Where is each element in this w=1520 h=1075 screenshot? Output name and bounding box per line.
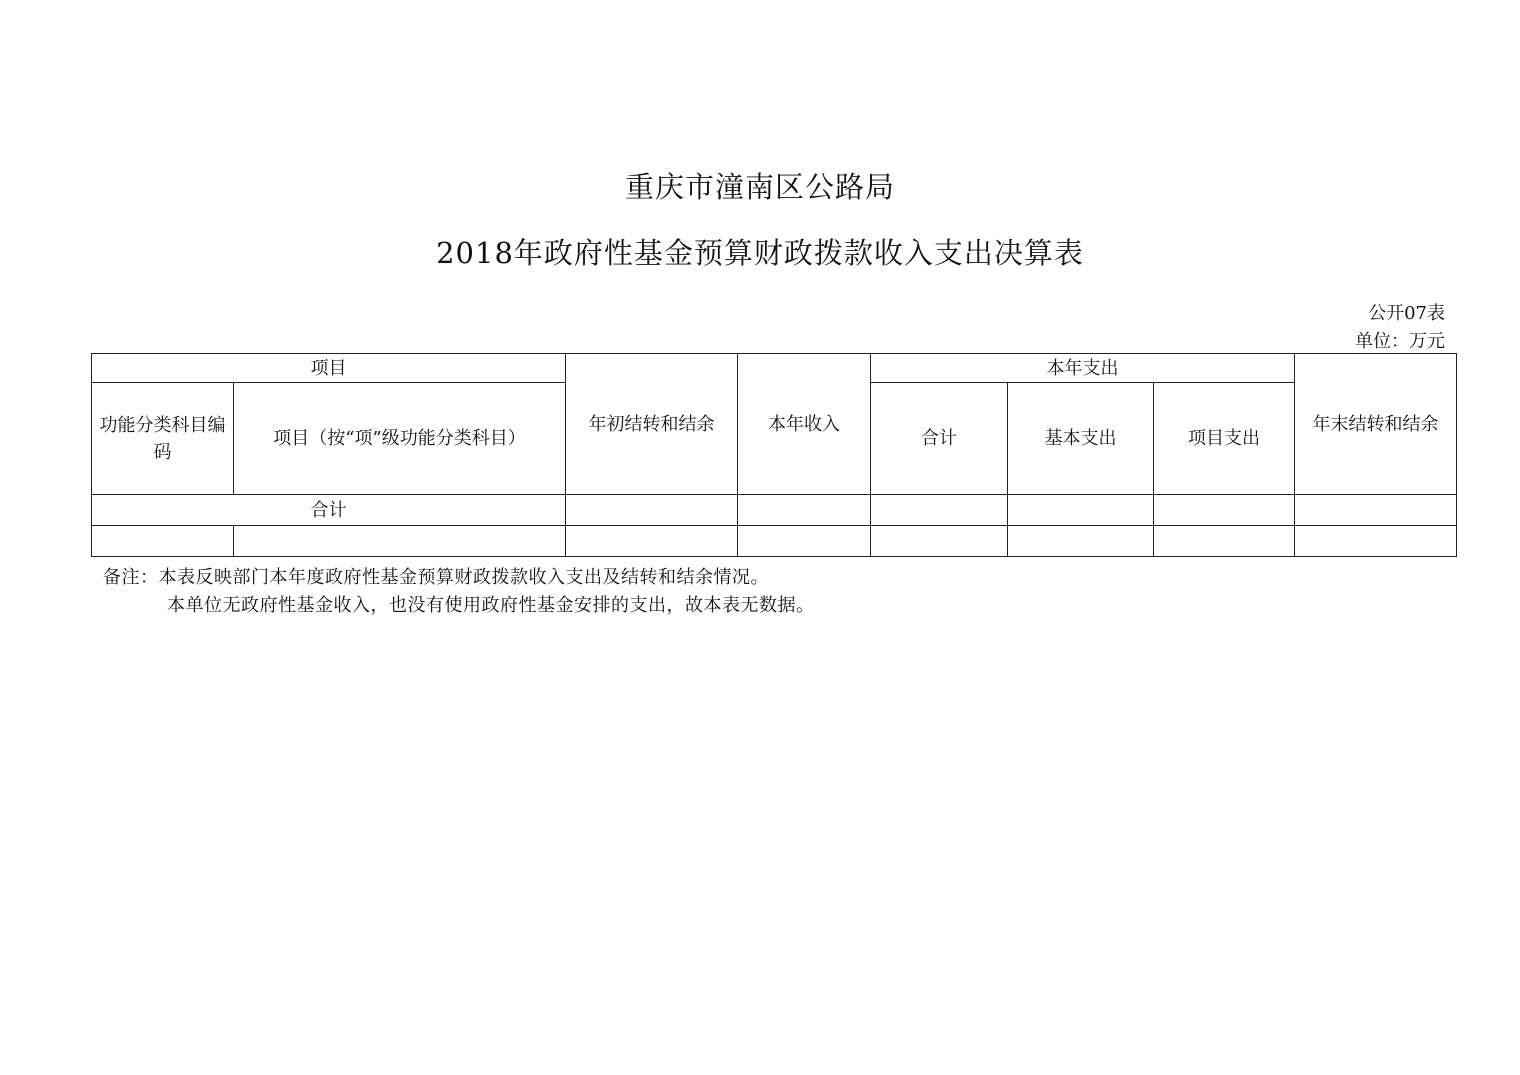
header-expense-total: 合计 <box>871 383 1008 495</box>
total-expense-basic <box>1008 495 1154 526</box>
header-closing-balance: 年末结转和结余 <box>1295 354 1457 495</box>
header-income: 本年收入 <box>738 354 871 495</box>
note-line-2: 本单位无政府性基金收入，也没有使用政府性基金安排的支出，故本表无数据。 <box>167 595 815 616</box>
total-income <box>738 495 871 526</box>
total-closing-balance <box>1295 495 1457 526</box>
fund-table <box>91 353 1457 557</box>
table-code: 公开07表 <box>1368 303 1445 324</box>
header-opening-balance: 年初结转和结余 <box>566 354 738 495</box>
header-expense-project: 项目支出 <box>1154 383 1295 495</box>
total-expense-project <box>1154 495 1295 526</box>
document-subtitle: 2018年政府性基金预算财政拨款收入支出决算表 <box>436 236 1084 270</box>
note-line-1: 备注：本表反映部门本年度政府性基金预算财政拨款收入支出及结转和结余情况。 <box>103 567 769 588</box>
total-opening-balance <box>566 495 738 526</box>
table-cell <box>92 526 234 557</box>
total-label: 合计 <box>92 495 566 526</box>
table-row <box>92 526 1457 557</box>
header-expense-group: 本年支出 <box>871 354 1295 383</box>
table-cell <box>871 526 1008 557</box>
table-cell <box>738 526 871 557</box>
header-row-1 <box>92 354 1457 383</box>
header-expense-basic: 基本支出 <box>1008 383 1154 495</box>
table-cell <box>1295 526 1457 557</box>
table-cell <box>566 526 738 557</box>
header-item-group: 项目 <box>92 354 566 383</box>
table-cell <box>1008 526 1154 557</box>
header-item-name: 项目（按“项”级功能分类科目） <box>234 383 566 495</box>
header-func-code: 功能分类科目编码 <box>92 383 234 495</box>
table-cell <box>234 526 566 557</box>
document-title: 重庆市潼南区公路局 <box>624 170 895 204</box>
unit-label: 单位：万元 <box>1355 331 1445 352</box>
table-cell <box>1154 526 1295 557</box>
total-expense-total <box>871 495 1008 526</box>
total-row <box>92 495 1457 526</box>
